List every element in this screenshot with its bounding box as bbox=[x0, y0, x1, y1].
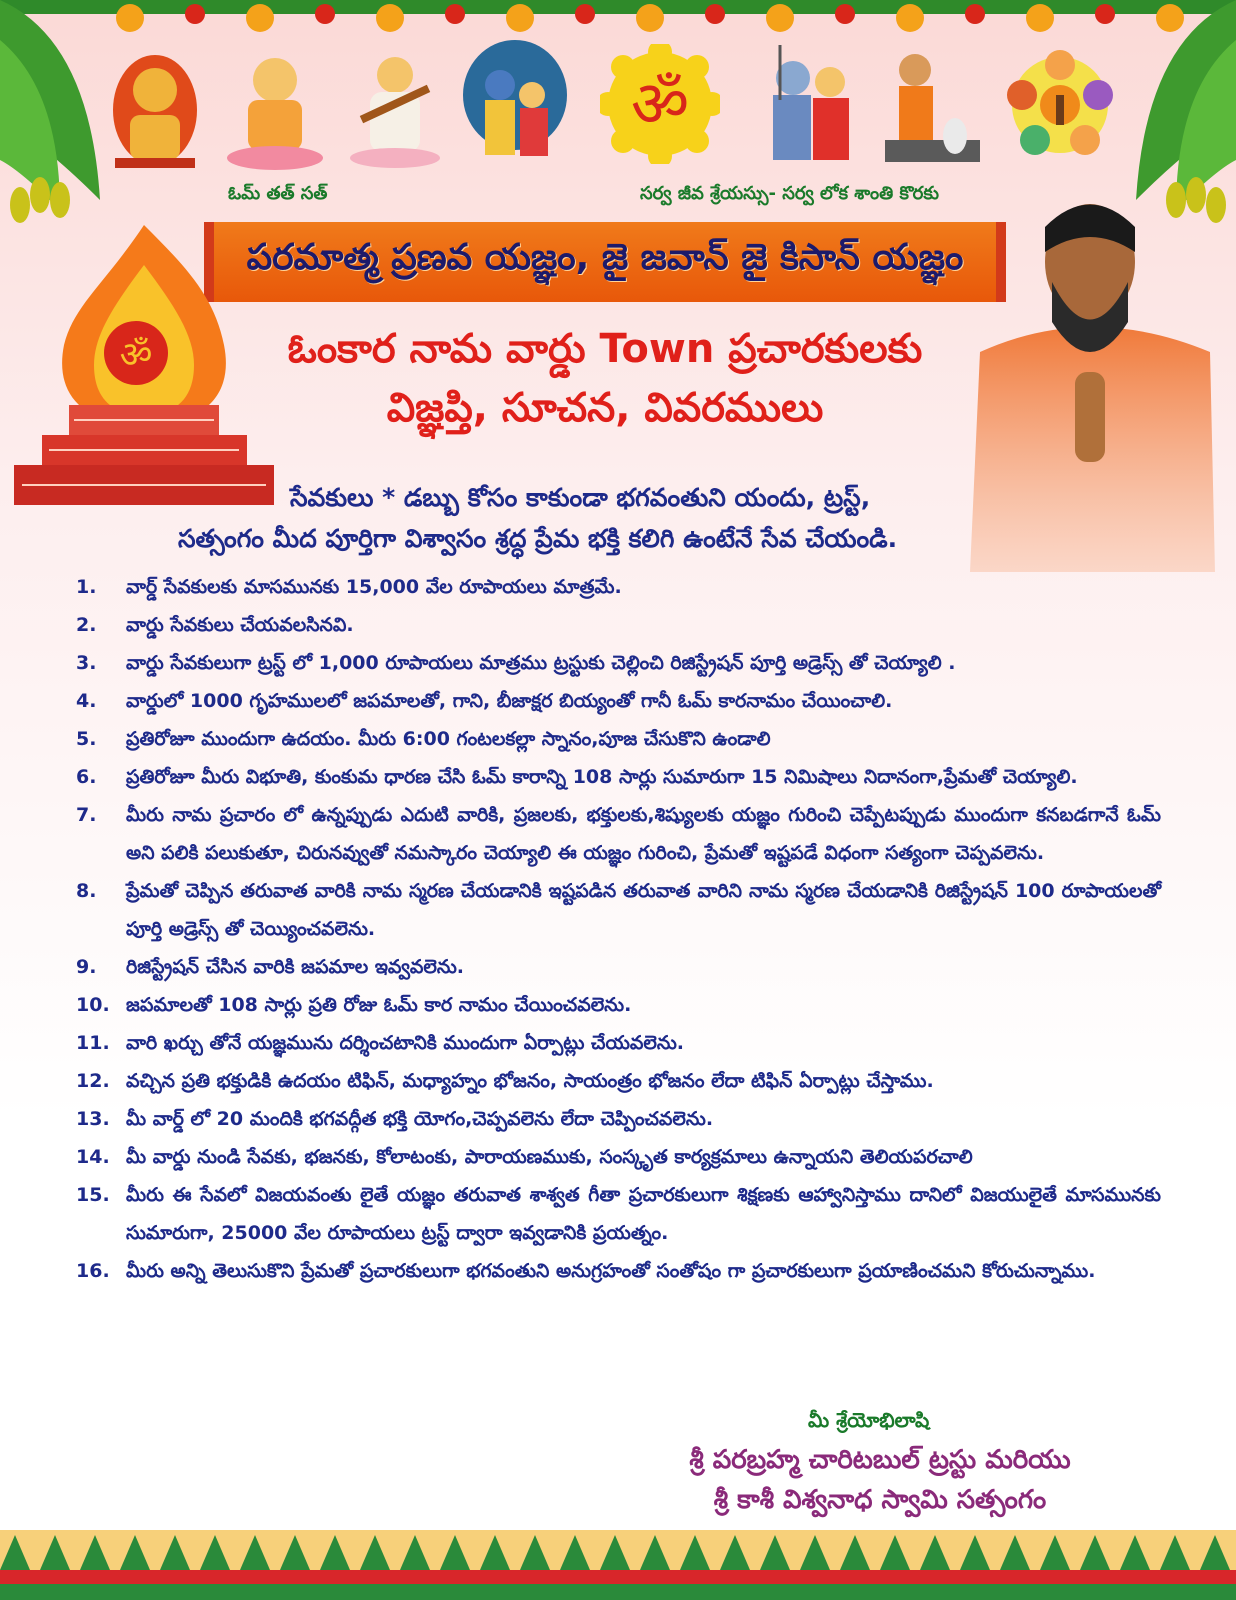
item-number: 11. bbox=[76, 1032, 110, 1054]
item-number: 2. bbox=[76, 614, 97, 636]
subline-1: సేవకులు * డబ్బు కోసం కాకుండా భగవంతుని యందు, ట్రస్ట్, bbox=[290, 483, 871, 512]
brahma-image bbox=[220, 40, 330, 170]
item-number: 12. bbox=[76, 1070, 110, 1092]
item-text: మీ వార్డు నుండి సేవకు, భజనకు, కోలాటంకు, పారాయణముకు, సంస్కృత కార్యక్రమాలు ఉన్నాయని తెలియపరచాలి bbox=[126, 1146, 973, 1168]
instruction-item bbox=[76, 796, 1161, 872]
all-religion-symbol-icon bbox=[1005, 40, 1115, 170]
signature-satsang: శ్రీ కాశీ విశ్వనాధ స్వామి సత్సంగం bbox=[713, 1485, 1047, 1515]
item-text: వచ్చిన ప్రతి భక్తుడికి ఉదయం టిఫిన్, మధ్యాహ్నం భోజనం, సాయంత్రం భోజనం లేదా టిఫిన్ ఏర్పాట్లు చేస్తాము. bbox=[126, 1070, 934, 1092]
decorative-border-bottom bbox=[0, 1530, 1236, 1600]
shiva-parvati-image bbox=[755, 40, 865, 170]
vishnu-lakshmi-image bbox=[460, 40, 570, 170]
item-text: మీరు ఈ సేవలో విజయవంతు లైతే యజ్ఞం తరువాత శాశ్వత గీతా ప్రచారకులుగా శిక్షణకు ఆహ్వానిస్తాము దానిలో విజయులైతే మాసమునకు సుమారుగా, 25000 వేల రూపాయలు ట్రస్ట్ ద్వారా ఇవ్వడానికి ప్రయత్నం. bbox=[126, 1184, 1161, 1244]
item-text: వార్డు సేవకులు చేయవలసినవి. bbox=[126, 614, 354, 636]
instruction-item bbox=[76, 1138, 1161, 1176]
item-text: మీరు నామ ప్రచారం లో ఉన్నప్పుడు ఎదుటి వారికి, ప్రజలకు, భక్తులకు,శిష్యులకు యజ్ఞం గురించి చెప్పేటప్పుడు ముందుగా కనబడగానే ఓమ్ అని పలికి పలుకుతూ, చిరునవ్వుతో నమస్కారం చెయ్యాలి ఈ యజ్ఞం గురించి, ప్రేమతో ఇష్టపడే విధంగా సత్యంగా చెప్పవలెను. bbox=[126, 804, 1161, 864]
om-badge-icon bbox=[600, 44, 720, 164]
title-banner bbox=[204, 222, 1006, 302]
deity-images-row bbox=[100, 40, 1140, 170]
tagline-om-tat-sat: ఓమ్ తత్ సత్ bbox=[228, 183, 328, 204]
instruction-item bbox=[76, 720, 1161, 758]
flower-garland-top bbox=[0, 0, 1236, 40]
item-text: వార్డు సేవకులుగా ట్రస్ట్ లో 1,000 రూపాయలు మాత్రము ట్రస్టుకు చెల్లించి రిజిస్ట్రేషన్ పూర్తి అడ్రెస్స్ తో చెయ్యాలి . bbox=[126, 652, 956, 674]
item-number: 14. bbox=[76, 1146, 110, 1168]
item-text: వార్డ్ సేవకులకు మాసమునకు 15,000 వేల రూపాయలు మాత్రమే. bbox=[126, 576, 622, 598]
instruction-item bbox=[76, 1176, 1161, 1252]
instruction-item bbox=[76, 606, 1161, 644]
ganesha-image bbox=[100, 40, 210, 170]
banana-leaves-left bbox=[0, 0, 110, 230]
item-number: 13. bbox=[76, 1108, 110, 1130]
instruction-item bbox=[76, 1252, 1161, 1290]
well-wisher-label: మీ శ్రేయోభిలాషి bbox=[808, 1408, 930, 1432]
guru-lingam-image bbox=[875, 40, 985, 170]
item-number: 5. bbox=[76, 728, 97, 750]
item-number: 9. bbox=[76, 956, 97, 978]
item-text: మీరు అన్ని తెలుసుకొని ప్రేమతో ప్రచారకులుగా భగవంతుని అనుగ్రహంతో సంతోషం గా ప్రచారకులుగా ప్రయాణించమని కోరుచున్నాము. bbox=[126, 1260, 1096, 1282]
item-text: ప్రతిరోజూ ముందుగా ఉదయం. మీరు 6:00 గంటలకల్లా స్నానం,పూజ చేసుకొని ఉండాలి bbox=[126, 728, 771, 750]
guru-portrait-image bbox=[960, 182, 1220, 572]
instruction-item bbox=[76, 568, 1161, 606]
headline-line-1: ఓంకార నామ వార్డు Town ప్రచారకులకు bbox=[287, 326, 923, 372]
item-text: జపమాలతో 108 సార్లు ప్రతి రోజు ఓమ్ కార నామం చేయించవలెను. bbox=[126, 994, 632, 1016]
om-glyph: ॐ bbox=[630, 68, 690, 142]
item-number: 4. bbox=[76, 690, 97, 712]
item-number: 10. bbox=[76, 994, 110, 1016]
item-number: 8. bbox=[76, 880, 97, 902]
item-text: రిజిస్ట్రేషన్ చేసిన వారికి జపమాల ఇవ్వవలెను. bbox=[126, 956, 465, 978]
item-text: వార్డులో 1000 గృహములలో జపమాలతో, గాని, బీజాక్షర బియ్యంతో గానీ ఓమ్ కారనామం చేయించాలి. bbox=[126, 690, 893, 712]
instruction-item bbox=[76, 644, 1161, 682]
headline-line-2: విజ్ఞప్తి, సూచన, వివరములు bbox=[386, 385, 824, 431]
signature-trust: శ్రీ పరబ్రహ్మ చారిటబుల్ ట్రస్టు మరియు bbox=[689, 1445, 1071, 1475]
instruction-item bbox=[76, 682, 1161, 720]
banner-title: పరమాత్మ ప్రణవ యజ్ఞం, జై జవాన్ జై కిసాన్ యజ్ఞం bbox=[246, 237, 964, 278]
instruction-item bbox=[76, 1100, 1161, 1138]
item-number: 16. bbox=[76, 1260, 110, 1282]
item-number: 6. bbox=[76, 766, 97, 788]
item-text: ప్రతిరోజూ మీరు విభూతి, కుంకుమ ధారణ చేసి ఓమ్ కారాన్ని 108 సార్లు సుమారుగా 15 నిమిషాలు నిదానంగా,ప్రేమతో చెయ్యాలి. bbox=[126, 766, 1078, 788]
item-text: వారి ఖర్చు తోనే యజ్ఞమును దర్శించటానికి ముందుగా ఏర్పాట్లు చేయవలెను. bbox=[126, 1032, 685, 1054]
item-number: 1. bbox=[76, 576, 97, 598]
instruction-item bbox=[76, 872, 1161, 948]
item-number: 7. bbox=[76, 804, 97, 826]
instruction-item bbox=[76, 758, 1161, 796]
item-text: మీ వార్డ్ లో 20 మందికి భగవద్గీత భక్తి యోగం,చెప్పవలెను లేదా చెప్పించవలెను. bbox=[126, 1108, 714, 1130]
fire-om-glyph: ॐ bbox=[119, 335, 153, 376]
instruction-item bbox=[76, 986, 1161, 1024]
subline-2: సత్సంగం మీద పూర్తిగా విశ్వాసం శ్రద్ధ ప్రేమ భక్తి కలిగి ఉంటేనే సేవ చేయండి. bbox=[178, 524, 898, 553]
instruction-item bbox=[76, 1024, 1161, 1062]
tagline-world-peace: సర్వ జీవ శ్రేయస్సు- సర్వ లోక శాంతి కొరకు bbox=[640, 183, 939, 204]
saraswati-image bbox=[340, 40, 450, 170]
instruction-item bbox=[76, 1062, 1161, 1100]
instruction-list bbox=[76, 568, 1161, 1290]
item-number: 15. bbox=[76, 1184, 110, 1206]
item-text: ప్రేమతో చెప్పిన తరువాత వారికి నామ స్మరణ చేయడానికి ఇష్టపడిన తరువాత వారిని నామ స్మరణ చేయడానికి రిజిస్ట్రేషన్ 100 రూపాయలతో పూర్తి అడ్రెస్స్ తో చెయ్యించవలెను. bbox=[126, 880, 1161, 940]
item-number: 3. bbox=[76, 652, 97, 674]
instruction-item bbox=[76, 948, 1161, 986]
